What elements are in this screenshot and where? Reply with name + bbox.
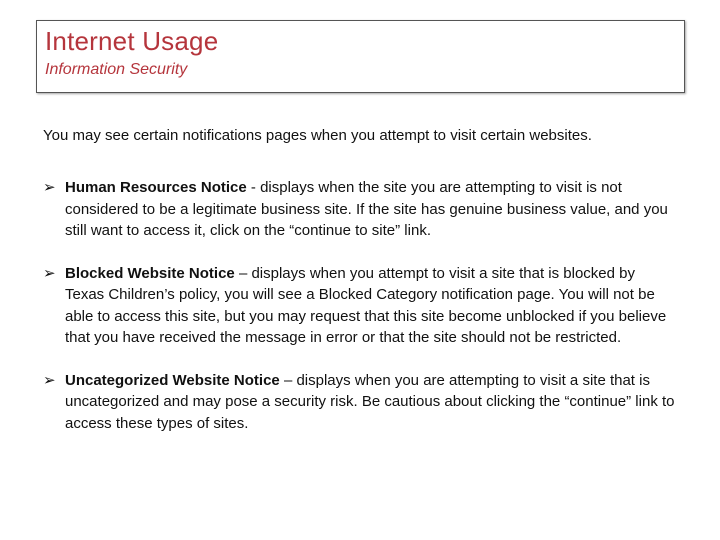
item-title: Blocked Website Notice	[65, 264, 235, 282]
arrow-bullet-icon: ➢	[43, 264, 56, 282]
list-item	[43, 177, 678, 242]
list-item	[43, 370, 678, 435]
intro-text: You may see certain notifications pages when you attempt to visit certain websites.	[43, 127, 592, 144]
notice-list	[43, 177, 678, 455]
list-item	[43, 263, 678, 349]
item-title: Uncategorized Website Notice	[65, 371, 280, 389]
page-subtitle: Information Security	[45, 61, 188, 78]
title-box	[36, 20, 685, 93]
item-text: – displays when you are attempting to visit a site that is uncategorized and may pose a security risk. Be cautious about clicking the “continue” link to access these types of sites.	[65, 371, 675, 432]
arrow-bullet-icon: ➢	[43, 179, 56, 196]
item-title: Human Resources Notice	[65, 179, 247, 196]
item-text: – displays when you attempt to visit a site that is blocked by Texas Children’s policy, you will see a Blocked Category notification page. You will not be able to access this site, but you may request that this site become unblocked if you believe that you have received the message in error or that the site should not be restricted.	[65, 264, 667, 346]
item-text: - displays when the site you are attempting to visit is not considered to be a legitimate business site. If the site has genuine business value, and you still want to access it, click on the “continue to site” link.	[65, 179, 668, 239]
page-title: Internet Usage	[45, 26, 219, 56]
arrow-bullet-icon: ➢	[43, 371, 56, 389]
